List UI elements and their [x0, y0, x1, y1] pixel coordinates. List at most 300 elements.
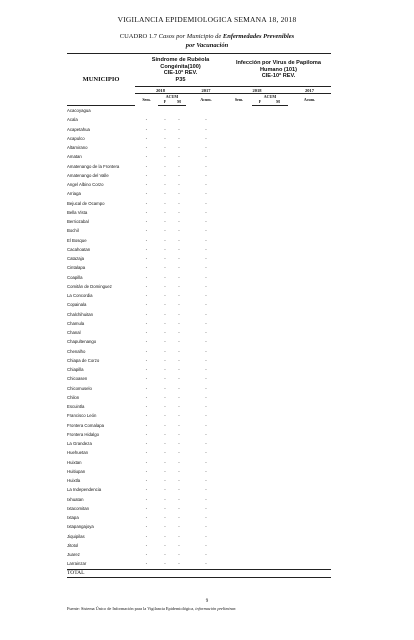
case-count-cell: - [205, 302, 207, 308]
table-row [67, 485, 331, 494]
case-count-cell [226, 291, 252, 300]
case-count-cell: - [164, 182, 166, 187]
case-count-cell: - [178, 320, 180, 326]
case-count-cell [252, 430, 268, 439]
disease-line: Congénita(100) [160, 63, 201, 70]
case-count-cell [288, 439, 331, 448]
case-count-cell: - [145, 441, 148, 446]
case-count-cell: - [205, 339, 207, 345]
source-prefix: Fuente: Sistema Único de Información para la Vigilancia Epidemiológica, [67, 606, 195, 611]
municipio-name: Chicomuselo [67, 385, 92, 391]
case-count-cell: - [205, 293, 207, 298]
case-count-cell: - [205, 154, 207, 160]
case-count-cell: - [205, 552, 207, 557]
case-count-cell [252, 263, 268, 272]
case-count-cell: - [178, 330, 180, 335]
case-count-cell [226, 421, 252, 430]
case-count-cell: - [178, 385, 180, 391]
case-count-cell: - [205, 237, 207, 243]
case-count-cell [226, 513, 252, 522]
case-count-cell [252, 199, 268, 208]
case-count-cell [288, 495, 331, 504]
case-count-cell [226, 217, 252, 226]
municipio-name: Juarez [67, 552, 80, 557]
case-count-cell: - [145, 431, 148, 437]
case-count-cell [226, 310, 252, 319]
case-count-cell: - [145, 172, 148, 178]
case-count-cell: - [178, 283, 180, 289]
case-count-cell: - [145, 468, 148, 474]
case-count-cell [268, 319, 288, 328]
case-count-cell: - [178, 246, 180, 252]
case-count-cell [288, 532, 331, 541]
municipio-name: Ixtacomitan [67, 505, 89, 511]
case-count-cell: - [145, 367, 148, 372]
table-row [67, 199, 331, 208]
case-count-cell: - [164, 172, 166, 178]
municipio-name: Berriozabal [67, 219, 89, 224]
case-count-cell [268, 115, 288, 124]
disease-line: Síndrome de Rubéola [151, 57, 210, 63]
case-count-cell: - [205, 283, 207, 289]
case-count-cell: - [178, 394, 180, 400]
case-count-cell: - [178, 117, 180, 123]
accum-prev-header: Acum. [186, 94, 226, 106]
case-count-cell: - [145, 533, 148, 539]
case-count-cell [186, 569, 226, 577]
municipio-name: Huixtan [67, 459, 82, 465]
case-count-cell: - [205, 330, 207, 335]
case-count-cell: - [205, 413, 207, 419]
case-count-cell: - [164, 441, 166, 446]
case-count-cell: - [205, 394, 207, 400]
case-count-cell: - [164, 126, 166, 132]
case-count-cell: - [205, 459, 207, 465]
case-count-cell [268, 236, 288, 245]
case-count-cell: - [164, 422, 166, 428]
municipio-name: Bella Vista [67, 209, 88, 215]
table-row [67, 189, 331, 198]
case-count-cell [226, 393, 252, 402]
case-count-cell: - [178, 274, 180, 280]
case-count-cell [226, 125, 252, 134]
case-count-cell: - [164, 246, 166, 252]
case-count-cell [252, 226, 268, 235]
case-count-cell [252, 125, 268, 134]
case-count-cell [268, 393, 288, 402]
case-count-cell [252, 421, 268, 430]
case-count-cell [226, 273, 252, 282]
case-count-cell [288, 106, 331, 116]
municipio-name: La Concordia [67, 293, 93, 298]
case-count-cell [226, 337, 252, 346]
case-count-cell [252, 291, 268, 300]
municipio-name: Catazaja [67, 256, 84, 261]
case-count-cell [252, 143, 268, 152]
case-count-cell [288, 559, 331, 569]
case-count-cell [288, 152, 331, 161]
case-count-cell: - [205, 209, 207, 215]
table-row [67, 217, 331, 226]
municipio-name: Bejucal de Ocampo [67, 200, 105, 206]
table-row [67, 541, 331, 550]
year-prev: 2017 [186, 87, 226, 94]
case-count-cell [252, 115, 268, 124]
case-count-cell: - [205, 505, 207, 511]
disease-line: P35 [175, 76, 186, 83]
table-row [67, 402, 331, 411]
case-count-cell: - [145, 478, 148, 483]
case-count-cell: - [145, 561, 148, 567]
case-count-cell: - [178, 256, 180, 261]
table-row [67, 180, 331, 189]
case-count-cell: - [145, 246, 148, 252]
case-count-cell: - [164, 330, 166, 335]
case-count-cell: - [145, 524, 148, 530]
case-count-cell [268, 522, 288, 531]
table-row [67, 513, 331, 522]
case-count-cell [288, 263, 331, 272]
case-count-cell [226, 319, 252, 328]
table-row [67, 421, 331, 430]
case-count-cell [252, 467, 268, 476]
table-row [67, 282, 331, 291]
case-count-cell [226, 245, 252, 254]
case-count-cell: - [145, 311, 148, 317]
case-count-cell: - [145, 320, 148, 326]
case-count-cell [288, 125, 331, 134]
municipio-name: TOTAL [67, 569, 135, 577]
case-count-cell [268, 328, 288, 337]
case-count-cell [268, 504, 288, 513]
municipio-name: Chalchihuitan [67, 311, 94, 317]
case-count-cell: - [178, 450, 180, 456]
case-count-cell: - [145, 154, 148, 160]
case-count-cell [288, 356, 331, 365]
table-row [67, 411, 331, 420]
table-row [67, 115, 331, 124]
case-count-cell: - [164, 524, 166, 530]
municipio-name: Altamirano [67, 145, 88, 150]
case-count-cell: - [145, 459, 148, 465]
case-count-cell [252, 458, 268, 467]
case-count-cell: - [205, 265, 207, 271]
case-count-cell [252, 310, 268, 319]
case-count-cell [252, 337, 268, 346]
case-count-cell: - [178, 404, 180, 409]
case-count-cell: - [178, 219, 180, 224]
case-count-cell: - [145, 376, 148, 382]
case-count-cell: - [178, 265, 180, 271]
case-count-cell: - [164, 542, 166, 548]
case-count-cell: - [205, 385, 207, 391]
case-count-cell: - [178, 413, 180, 419]
case-count-cell [172, 569, 186, 577]
case-count-cell: - [164, 191, 166, 197]
table-row [67, 134, 331, 143]
case-count-cell: - [145, 330, 148, 335]
case-count-cell: - [164, 505, 166, 511]
municipio-name: Acala [67, 117, 78, 123]
case-count-cell: - [205, 357, 207, 363]
case-count-cell [288, 476, 331, 485]
disease-line: Infección por Virus de Papiloma [235, 60, 322, 67]
case-count-cell [226, 365, 252, 374]
table-row [67, 254, 331, 263]
municipio-name: Acapetahua [67, 126, 90, 132]
case-count-cell: - [205, 441, 207, 446]
case-count-cell: - [145, 542, 148, 548]
female-header: F [163, 99, 167, 104]
table-row [67, 208, 331, 217]
case-count-cell: - [145, 145, 148, 150]
case-count-cell: - [164, 311, 166, 317]
accum-header: ACUM [158, 94, 186, 100]
case-count-cell [268, 356, 288, 365]
case-count-cell [268, 495, 288, 504]
case-count-cell [252, 365, 268, 374]
case-count-cell [288, 245, 331, 254]
case-count-cell: - [205, 496, 207, 502]
case-count-cell [268, 162, 288, 171]
case-count-cell: - [178, 496, 180, 502]
case-count-cell: - [178, 367, 180, 372]
case-count-cell: - [178, 376, 180, 382]
municipio-name: Chicoasen [67, 376, 88, 382]
case-count-cell: - [205, 478, 207, 483]
case-count-cell [268, 208, 288, 217]
case-count-cell: - [178, 154, 180, 160]
case-count-cell: - [205, 367, 207, 372]
accum-header: ACUM [252, 94, 288, 100]
table-row [67, 476, 331, 485]
case-count-cell: - [178, 237, 180, 243]
municipio-name: Larrainzar [67, 561, 87, 567]
case-count-cell [252, 439, 268, 448]
case-count-cell [288, 273, 331, 282]
case-count-cell [252, 282, 268, 291]
case-count-cell [288, 171, 331, 180]
case-count-cell [288, 541, 331, 550]
case-count-cell [226, 411, 252, 420]
municipio-name: Chiapilla [67, 367, 84, 372]
case-count-cell [288, 448, 331, 457]
page-header: VIGILANCIA EPIDEMIOLOGICA SEMANA 18, 2018 [117, 15, 297, 24]
table-row [67, 171, 331, 180]
case-count-cell: - [145, 505, 148, 511]
table-row [67, 532, 331, 541]
case-count-cell: - [178, 431, 180, 437]
case-count-cell: - [145, 163, 148, 169]
table-row [67, 236, 331, 245]
table-row [67, 291, 331, 300]
case-count-cell [268, 411, 288, 420]
case-count-cell [226, 476, 252, 485]
case-count-cell [186, 106, 226, 116]
case-count-cell [268, 439, 288, 448]
case-count-cell [226, 485, 252, 494]
case-count-cell [252, 402, 268, 411]
cases-table [67, 53, 331, 578]
case-count-cell [252, 485, 268, 494]
case-count-cell: - [205, 515, 207, 520]
case-count-cell [288, 143, 331, 152]
sem-header: Sem. [135, 94, 158, 106]
municipio-name: Cacahoatan [67, 246, 91, 252]
table-row [67, 310, 331, 319]
case-count-cell [252, 236, 268, 245]
disease-line: CIE-10ª REV. [163, 70, 198, 76]
municipio-name: La Grandeza [67, 441, 92, 446]
case-count-cell [252, 273, 268, 282]
case-count-cell: - [164, 367, 166, 372]
case-count-cell [226, 532, 252, 541]
case-count-cell [288, 236, 331, 245]
case-count-cell [252, 189, 268, 198]
case-count-cell [226, 282, 252, 291]
municipio-name: Amatenango de la Frontera [67, 163, 120, 169]
case-count-cell: - [164, 450, 166, 456]
case-count-cell: - [205, 117, 207, 123]
case-count-cell: - [178, 339, 180, 345]
table-row [67, 337, 331, 346]
case-count-cell: - [205, 145, 207, 150]
case-count-cell [252, 448, 268, 457]
municipio-name: El Bosque [67, 237, 87, 243]
case-count-cell: - [164, 219, 166, 224]
table-row [67, 273, 331, 282]
table-row [67, 448, 331, 457]
table-row [67, 550, 331, 559]
case-count-cell: - [145, 126, 148, 132]
table-row [67, 300, 331, 309]
case-count-cell [226, 467, 252, 476]
case-count-cell [288, 319, 331, 328]
case-count-cell [268, 532, 288, 541]
case-count-cell: - [164, 496, 166, 502]
case-count-cell [268, 430, 288, 439]
case-count-cell: - [145, 348, 148, 354]
case-count-cell: - [145, 135, 148, 141]
municipio-name: Escuintla [67, 404, 85, 409]
case-count-cell: - [145, 404, 148, 409]
case-count-cell [288, 393, 331, 402]
case-count-cell [268, 263, 288, 272]
table-row [67, 245, 331, 254]
case-count-cell [288, 522, 331, 531]
table-row [67, 458, 331, 467]
case-count-cell [226, 180, 252, 189]
case-count-cell: - [164, 487, 166, 493]
case-count-cell: - [145, 496, 148, 502]
case-count-cell [226, 263, 252, 272]
municipio-name: Comitán de Dominguez [67, 283, 112, 289]
year-prev: 2017 [288, 87, 331, 94]
municipio-name: Amatan [67, 154, 82, 160]
case-count-cell: - [178, 459, 180, 465]
case-count-cell [226, 226, 252, 235]
case-count-cell [252, 245, 268, 254]
case-count-cell: - [178, 533, 180, 539]
case-count-cell [252, 495, 268, 504]
case-count-cell: - [164, 533, 166, 539]
case-count-cell [135, 106, 158, 116]
municipio-name: Ixtapangajoya [67, 524, 94, 530]
case-count-cell: - [178, 561, 180, 567]
case-count-cell: - [164, 283, 166, 289]
case-count-cell [226, 448, 252, 457]
case-count-cell: - [164, 228, 166, 234]
case-count-cell: - [178, 422, 180, 428]
case-count-cell [268, 189, 288, 198]
case-count-cell [226, 152, 252, 161]
case-count-cell [288, 310, 331, 319]
case-count-cell [226, 208, 252, 217]
table-row [67, 430, 331, 439]
case-count-cell: - [145, 219, 148, 224]
case-count-cell [226, 143, 252, 152]
case-count-cell [226, 189, 252, 198]
case-count-cell [252, 152, 268, 161]
case-count-cell [268, 310, 288, 319]
page-number: 9 [205, 599, 209, 604]
case-count-cell [288, 300, 331, 309]
case-count-cell [252, 513, 268, 522]
case-count-cell: - [205, 228, 207, 234]
municipio-name: Copainala [67, 302, 87, 308]
case-count-cell [268, 513, 288, 522]
source-note [67, 606, 236, 611]
case-count-cell [288, 374, 331, 383]
case-count-cell: - [145, 413, 148, 419]
female-header: F [258, 99, 262, 104]
table-row [67, 152, 331, 161]
table-row [67, 143, 331, 152]
case-count-cell [268, 291, 288, 300]
case-count-cell [268, 476, 288, 485]
case-count-cell [288, 115, 331, 124]
table-row [67, 365, 331, 374]
case-count-cell [288, 384, 331, 393]
case-count-cell [252, 106, 268, 116]
accum-prev-header: Acum. [288, 94, 331, 106]
case-count-cell: - [178, 468, 180, 474]
case-count-cell [288, 254, 331, 263]
case-count-cell: - [145, 256, 148, 261]
case-count-cell: - [205, 487, 207, 493]
case-count-cell [288, 291, 331, 300]
case-count-cell: - [205, 320, 207, 326]
case-count-cell [226, 458, 252, 467]
case-count-cell [252, 411, 268, 420]
case-count-cell: - [164, 552, 166, 557]
case-count-cell: - [145, 283, 148, 289]
case-count-cell [288, 328, 331, 337]
case-count-cell [268, 347, 288, 356]
case-count-cell [288, 226, 331, 235]
case-count-cell [288, 411, 331, 420]
case-count-cell [288, 421, 331, 430]
case-count-cell: - [164, 302, 166, 308]
municipio-name: La Independencia [67, 487, 102, 493]
case-count-cell: - [145, 209, 148, 215]
case-count-cell: - [164, 339, 166, 345]
case-count-cell [252, 559, 268, 569]
case-count-cell: - [145, 182, 148, 187]
case-count-cell [135, 569, 158, 577]
case-count-cell [268, 254, 288, 263]
disease-line: Humano (101) [260, 66, 297, 73]
